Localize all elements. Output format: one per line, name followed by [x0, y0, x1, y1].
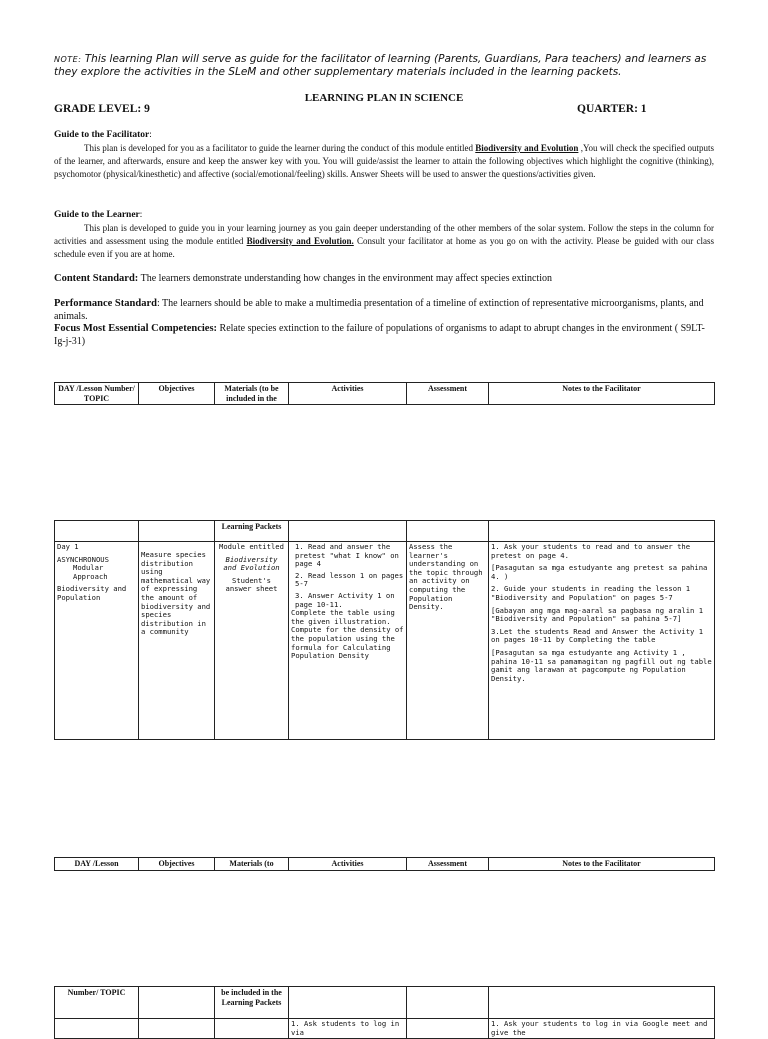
assessment-cell: Assess the learner's understanding on the topic through an activity on computing the Population Density. [407, 542, 489, 740]
col-activities: Activities [289, 383, 407, 405]
col-materials: Materials (to be included in the [215, 383, 289, 405]
page-title: LEARNING PLAN IN SCIENCE [304, 92, 464, 104]
performance-standard-text: : The learners should be able to make a multimedia presentation of a timeline of extinction of representative microorganisms, plants, and animals. [54, 298, 704, 322]
facilitator-guide: Guide to the Facilitator: This plan is developed for you as a facilitator to guide the learner during the conduct of this module entitled Biodiversity and Evolution ,You will check the specified outputs of the learner, and afterwards, ensure and keep the answer key with you. You will guide/assist the learner to attain the following objectives which highlight the cognitive (thinking), psychomotor (physical/kinesthetic) and affective (social/emotional/feeling) skills. Answer Sheets will be used to answer the questions/activities given. [54, 129, 714, 179]
list-item: 2. Read lesson 1 on pages 5-7 [295, 570, 404, 589]
performance-standard-label: Performance Standard [54, 298, 157, 309]
notes-cell: 1. Ask your students to log in via Google meet and give the [489, 1019, 715, 1039]
learning-plan-table-header-2 [54, 857, 715, 871]
content-standard [54, 272, 714, 285]
learner-guide: Guide to the Learner: This plan is developed to guide you in your learning journey as you gain deeper understanding of the other members of the solar system. Follow the steps in the column for activities and assessment using the module entitled Biodiversity and Evolution. Consult your facilitator at home as you go on with the activity. Please be guided with our class schedule even if you are at home. [54, 209, 714, 259]
competencies-label: Focus Most Essential Competencies: [54, 323, 218, 334]
learning-plan-table-continued [54, 986, 715, 1039]
list-item: 1. Read and answer the pretest "what I know" on page 4 [295, 542, 399, 569]
learning-plan-table-day1 [54, 520, 715, 740]
activities-cell: 1. Read and answer the pretest "what I know" on page 4 2. Read lesson 1 on pages 5-7 3. Answer Activity 1 on page 10-11. Complete the table using the given illustration. Compute for the density of the population using the formula for Calculating Population Density [289, 542, 407, 740]
col-materials-cont: Learning Packets [215, 521, 289, 542]
content-standard-label: Content Standard: [54, 273, 139, 284]
note-paragraph [54, 53, 714, 79]
facilitator-guide-heading: Guide to the Facilitator [54, 130, 150, 140]
competencies [54, 322, 714, 348]
col-assessment: Assessment [407, 383, 489, 405]
col-assessment: Assessment [407, 858, 489, 871]
col-objectives: Objectives [139, 383, 215, 405]
learner-guide-text: This plan is developed to guide you in your learning journey as you gain deeper understanding of the other members of the solar system. Follow the steps in the column for activities and assessment using the module entitled Biodiversity and Evolution. Consult your facilitator at home as you go on with the activity. Please be guided with our class schedule even if you are at home. [54, 223, 714, 259]
col-notes: Notes to the Facilitator [489, 858, 715, 871]
list-item: 3. Answer Activity 1 on page 10-11. [295, 590, 395, 609]
facilitator-guide-text: This plan is developed for you as a facilitator to guide the learner during the conduct of this module entitled Biodiversity and Evolution ,You will check the specified outputs of the learner, and afterwards, ensure and keep the answer key with you. You will guide/assist the learner to attain the following objectives which highlight the cognitive (thinking), psychomotor (physical/kinesthetic) and affective (social/emotional/feeling) skills. Answer Sheets will be used to answer the questions/activities given. [54, 143, 714, 179]
col-day-cont: Number/ TOPIC [55, 987, 139, 1019]
col-objectives: Objectives [139, 858, 215, 871]
materials-cell: Module entitled Biodiversity and Evolution Student's answer sheet [215, 542, 289, 740]
grade-level: GRADE LEVEL: 9 [54, 103, 150, 115]
objectives-cell: Measure species distribution using mathematical way of expressing the amount of biodiversity and species distribution in a community [139, 542, 215, 740]
learning-plan-table-header [54, 382, 715, 405]
col-day: DAY /Lesson Number/ TOPIC [55, 383, 139, 405]
col-notes: Notes to the Facilitator [489, 383, 715, 405]
performance-standard [54, 297, 714, 323]
activities-cell: 1. Ask students to log in via [289, 1019, 407, 1039]
notes-cell: 1. Ask your students to read and to answer the pretest on page 4. [Pasagutan sa mga estudyante ang pretest sa pahina 4. ) 2. Guide your students in reading the lesson 1 "Biodiversity and Population" on pages 5-7 [Gabayan ang mga mag-aaral sa pagbasa ng aralin 1 "Biodiversity and Population" sa pahina 5-7] 3.Let the students Read and Answer the Activity 1 on pages 10-11 by Completing the table [Pasagutan sa mga estudyante ang Activity 1 , pahina 10-11 sa pamamagitan ng pagfill out ng table gamit ang larawan at pagcompute ng Population Density. [489, 542, 715, 740]
module-title: Biodiversity and Evolution. [246, 236, 354, 246]
table-row [55, 1019, 715, 1039]
quarter-label: QUARTER: 1 [577, 103, 647, 115]
col-activities: Activities [289, 858, 407, 871]
col-day: DAY /Lesson [55, 858, 139, 871]
module-title: Biodiversity and Evolution [475, 143, 579, 153]
table-row [55, 542, 715, 740]
content-standard-text: The learners demonstrate understanding how changes in the environment may affect species extinction [138, 273, 552, 284]
col-materials: Materials (to [215, 858, 289, 871]
note-label: NOTE: [54, 55, 82, 64]
day-cell: Day 1 ASYNCHRONOUS Modular Approach Biodiversity and Population [55, 542, 139, 740]
col-materials-cont: be included in the Learning Packets [215, 987, 289, 1019]
note-text: This learning Plan will serve as guide for the facilitator of learning (Parents, Guardians, Para teachers) and learners as they explore the activities in the SLeM and other supplementary materials included in the learning packets. [54, 53, 707, 78]
learner-guide-heading: Guide to the Learner [54, 210, 140, 220]
competencies-text: Relate species extinction to the failure of populations of organisms to adapt to abrupt changes in the environment ( S9LT-Ig-j-31) [54, 323, 705, 347]
